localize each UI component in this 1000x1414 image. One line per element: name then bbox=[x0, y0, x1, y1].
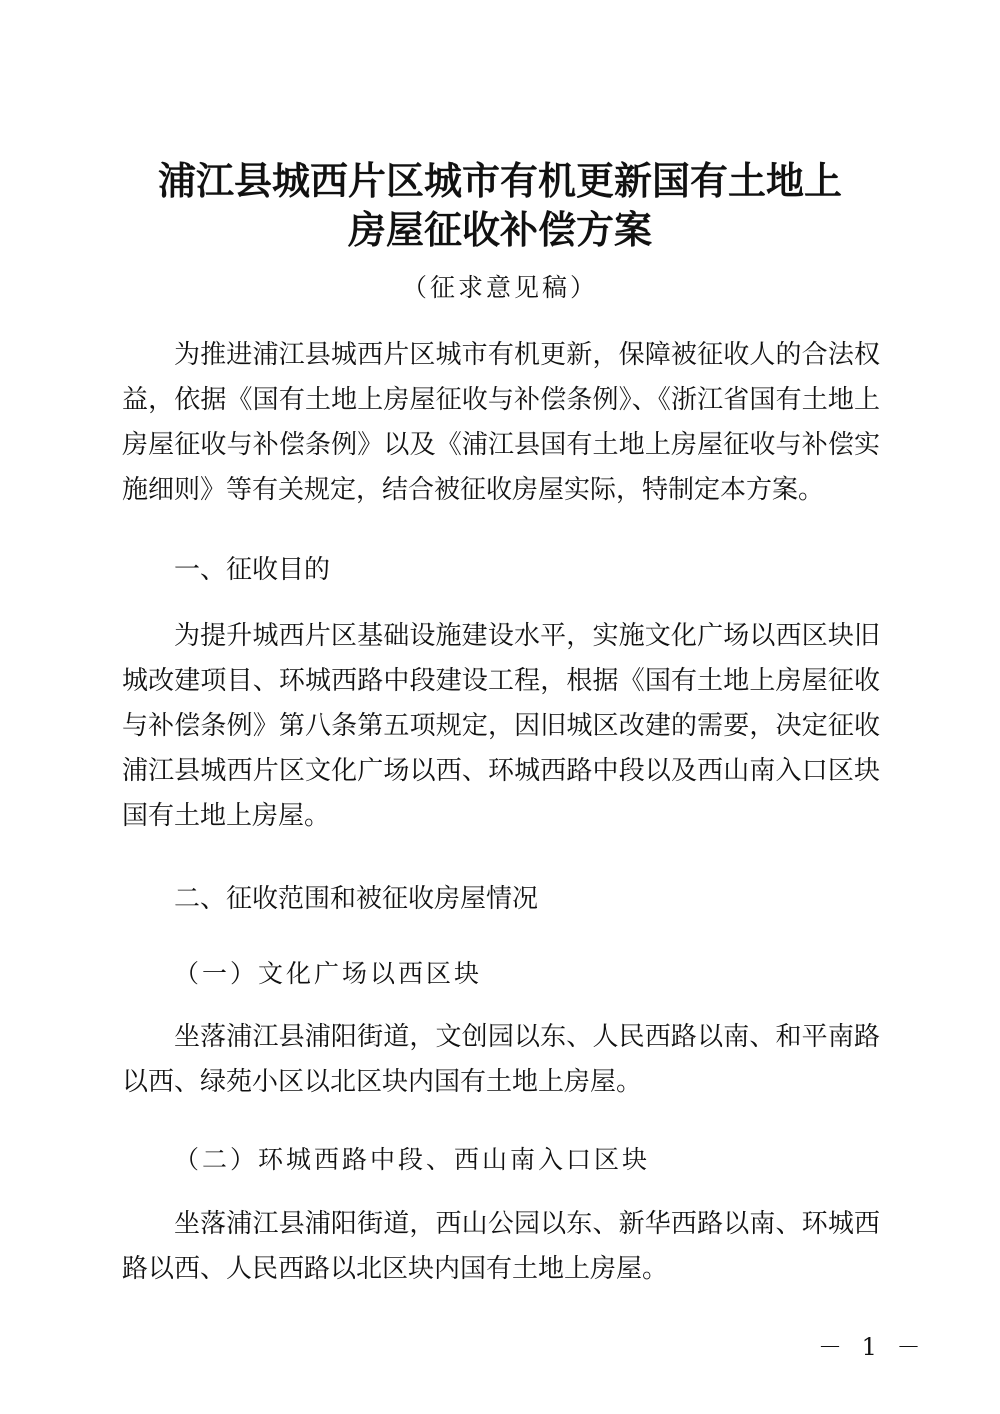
section2-sub2-paragraph: 坐落浦江县浦阳街道，西山公园以东、新华西路以南、环城西路以西、人民西路以北区块内国有土地上房屋。 bbox=[122, 1209, 880, 1284]
section1-paragraph: 为提升城西片区基础设施建设水平，实施文化广场以西区块旧城改建项目、环城西路中段建设工程，根据《国有土地上房屋征收与补偿条例》第八条第五项规定，因旧城区改建的需要，决定征收浦江县城西片区文化广场以西、环城西路中段以及西山南入口区块国有土地上房屋。 bbox=[122, 621, 880, 831]
section1-heading: 一、征收目的 bbox=[174, 555, 331, 585]
section2-heading: 二、征收范围和被征收房屋情况 bbox=[174, 884, 539, 914]
section2-sub2-heading: （二）环城西路中段、西山南入口区块 bbox=[174, 1145, 651, 1174]
page-number: － 1 － bbox=[818, 1333, 927, 1361]
section2-sub1-paragraph: 坐落浦江县浦阳街道，文创园以东、人民西路以南、和平南路以西、绿苑小区以北区块内国有土地上房屋。 bbox=[122, 1022, 880, 1097]
document-title-line2: 房屋征收补偿方案 bbox=[347, 207, 652, 252]
document-subtitle: （征求意见稿） bbox=[401, 273, 598, 302]
document-title-line1: 浦江县城西片区城市有机更新国有土地上 bbox=[157, 158, 842, 203]
section2-sub1-heading: （一）文化广场以西区块 bbox=[174, 959, 483, 988]
intro-paragraph: 为推进浦江县城西片区城市有机更新，保障被征收人的合法权益，依据《国有土地上房屋征收与补偿条例》、《浙江省国有土地上房屋征收与补偿条例》以及《浦江县国有土地上房屋征收与补偿实施细则》等有关规定，结合被征收房屋实际，特制定本方案。 bbox=[122, 340, 880, 505]
